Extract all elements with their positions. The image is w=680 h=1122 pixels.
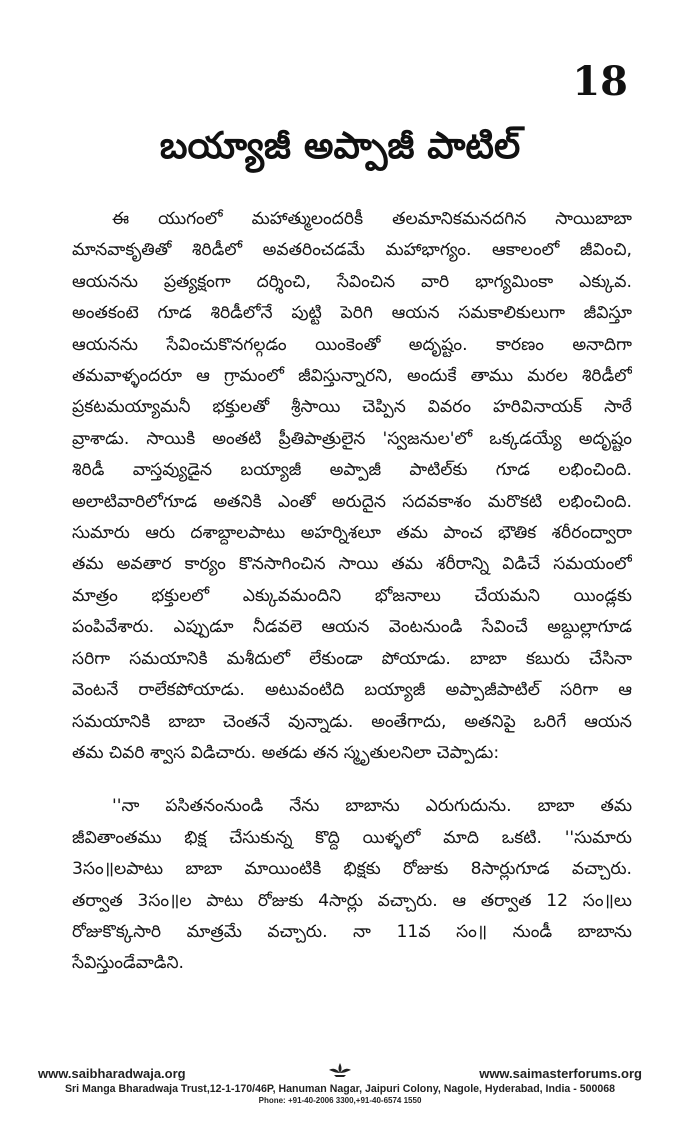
text-line: రోజుకొక్కసారి మాత్రమే వచ్చారు. నా 11వ సం॥ నుండీ బాబాను (72, 921, 632, 942)
text-line: వ్రాశాడు. సాయికి అంతటి ప్రీతిపాత్రులైన 'స్వజనుల'లో ఒక్కడయ్యే అదృష్టం (72, 428, 632, 449)
paragraph (72, 791, 632, 979)
text-line: తర్వాత 3సం॥ల పాటు రోజుకు 4సార్లు వచ్చారు. ఆ తర్వాత 12 సం॥లు (72, 890, 632, 911)
footer-left-site-link[interactable]: www.saibharadwaja.org (38, 1066, 186, 1081)
text-line: ఆయనను ప్రత్యక్షంగా దర్శించి, సేవించిన వారి భాగ్యమింకా ఎక్కువ. (72, 271, 632, 292)
lotus-ornament-icon (328, 1062, 352, 1084)
paragraph (72, 204, 632, 769)
text-line: సేవిస్తుండేవాడిని. (72, 953, 184, 974)
text-line: తమ చివరి శ్వాస విడిచారు. అతడు తన స్మృతులనిలా చెప్పాడు: (72, 742, 500, 763)
text-line: శిరిడీ వాస్తవ్యుడైన బయ్యాజీ అప్పాజీ పాటిల్‌కు గూడ లభించింది. (72, 460, 632, 481)
text-line: మానవాకృతితో శిరిడీలో అవతరించడమే మహాభాగ్యం. ఆకాలంలో జీవించి, (72, 240, 632, 261)
text-line: అంతకంటె గూడ శిరిడీలోనే పుట్టి పెరిగి ఆయన సమకాలికులుగా జీవిస్తూ (72, 303, 632, 324)
footer-trust-address: Sri Manga Bharadwaja Trust,12-1-170/46P, Hanuman Nagar, Jaipuri Colony, Nagole, Hyderabad, India - 500068 (64, 1083, 616, 1095)
page-footer (38, 1066, 642, 1116)
text-line: సరిగా సమయానికి మశీదులో లేకుండా పోయాడు. బాబా కబురు చేసినా (72, 648, 632, 669)
text-line: మాత్రం భక్తులలో ఎక్కువమందిని భోజనాలు చేయమని యిండ్లకు (72, 585, 632, 606)
text-line: 3సం॥లపాటు బాబా మాయింటికి భిక్షకు రోజుకు 8సార్లుగూడ వచ్చారు. (72, 859, 632, 880)
chapter-number: 18 (572, 58, 628, 105)
paragraph-gap (72, 769, 632, 791)
text-line: తమ అవతార కార్యం కొనసాగించిన సాయి తమ శరీరాన్ని విడిచే సమయంలో (72, 554, 632, 575)
text-line: అలాటివారిలోగూడ అతనికి ఎంతో అరుదైన సదవకాశం మరొకటి లభించింది. (72, 491, 632, 512)
text-line: ''నా పసితనంనుండి నేను బాబాను ఎరుగుదును. బాబా తమ (112, 796, 632, 817)
text-line: జీవితాంతము భిక్ష చేసుకున్న కొద్ది యిళ్ళలో మాది ఒకటి. ''సుమారు (72, 827, 632, 848)
footer-phone: Phone: +91-40-2006 3300,+91-40-6574 1550 (258, 1096, 422, 1105)
text-line: ఆయనను సేవించుకొనగల్గడం యింకెంతో అదృష్టం. కారణం అనాదిగా (72, 334, 632, 355)
text-line: వెంటనే రాలేకపోయాడు. అటువంటిది బయ్యాజీ అప్పాజీపాటిల్ సరిగా ఆ (72, 680, 632, 701)
text-line: సమయానికి బాబా చెంతనే వున్నాడు. అంతేగాదు, అతనిపై ఒరిగే ఆయన (72, 711, 632, 732)
chapter-title: బయ్యాజీ అప్పాజీ పాటిల్ (159, 124, 521, 167)
text-line: సుమారు ఆరు దశాబ్దాలపాటు అహర్నిశలూ తమ పాంచ భౌతిక శరీరంద్వారా (72, 523, 632, 544)
text-line: ఈ యుగంలో మహాత్ములందరికీ తలమానికమనదగిన సాయిబాబా (112, 209, 632, 229)
text-line: తమవాళ్ళందరూ ఆ గ్రామంలో జీవిస్తున్నారని, అందుకే తాము మరల శిరిడీలో (72, 366, 632, 387)
text-line: ప్రకటమయ్యామనీ భక్తులతో శ్రీసాయి చెప్పిన వివరం హరివినాయక్ సాఠే (72, 397, 632, 418)
footer-right-site-link[interactable]: www.saimasterforums.org (479, 1066, 642, 1081)
text-line: పంపివేశారు. ఎప్పుడూ నీడవలె ఆయన వెంటనుండి సేవించే అబ్దుల్లాగూడ (72, 617, 632, 638)
chapter-body (72, 204, 632, 980)
